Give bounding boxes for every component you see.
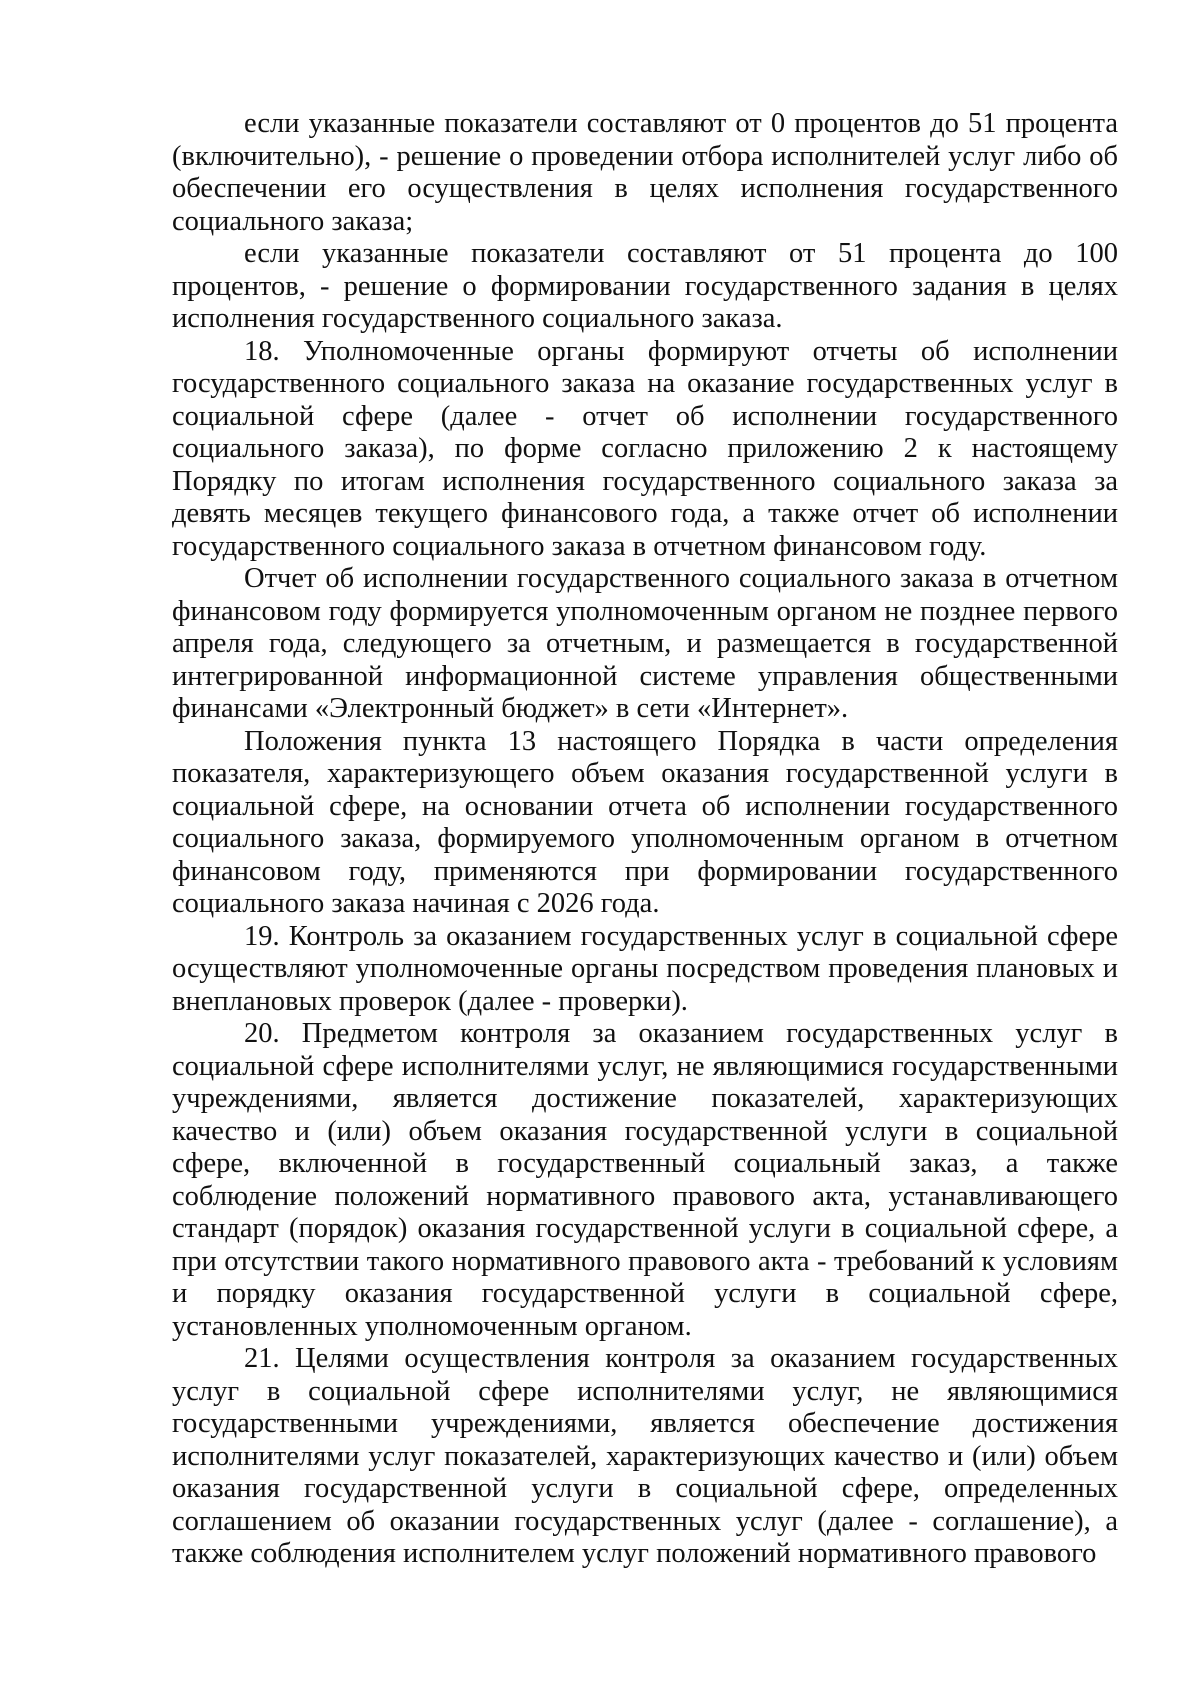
paragraph-report-annual: Отчет об исполнении государственного социального заказа в отчетном финансовом году формируется уполномоченным органом не позднее первого апреля года, следующего за отчетным, и размещается в государственной интегрированной информационной системе управления общественными финансами «Электронный бюджет» в сети «Интернет». (172, 563, 1118, 724)
paragraph-item-21: 21. Целями осуществления контроля за оказанием государственных услуг в социальной сфере исполнителями услуг, не являющимися государственными учреждениями, является обеспечение достижения исполнителями услуг показателей, характеризующих качество и (или) объем оказания государственной услуги в социальной сфере, определенных соглашением об оказании государственных услуг (далее - соглашение), а также соблюдения исполнителем услуг положений нормативного правового (172, 1343, 1118, 1569)
paragraph-item-20: 20. Предметом контроля за оказанием государственных услуг в социальной сфере исполнителями услуг, не являющимися государственными учреждениями, является достижение показателей, характеризующих качество и (или) объем оказания государственной услуги в социальной сфере, включенной в государственный социальный заказ, а также соблюдение положений нормативного правового акта, устанавливающего стандарт (порядок) оказания государственной услуги в социальной сфере, а при отсутствии такого нормативного правового акта - требований к условиям и порядку оказания государственной услуги в социальной сфере, установленных уполномоченным органом. (172, 1018, 1118, 1342)
paragraph-item-18: 18. Уполномоченные органы формируют отчеты об исполнении государственного социального заказа на оказание государственных услуг в социальной сфере (далее - отчет об исполнении государственного социального заказа), по форме согласно приложению 2 к настоящему Порядку по итогам исполнения государственного социального заказа за девять месяцев текущего финансового года, а также отчет об исполнении государственного социального заказа в отчетном финансовом году. (172, 335, 1118, 562)
paragraph-item-19: 19. Контроль за оказанием государственных услуг в социальной сфере осуществляют уполномоченные органы посредством проведения плановых и внеплановых проверок (далее - проверки). (172, 920, 1118, 1017)
paragraph-threshold-0-51: если указанные показатели составляют от 0 процентов до 51 процента (включительно), - решение о проведении отбора исполнителей услуг либо об обеспечении его осуществления в целях исполнения государственного социального заказа; (172, 108, 1118, 237)
document-page (172, 108, 1118, 1571)
paragraph-threshold-51-100: если указанные показатели составляют от 51 процента до 100 процентов, - решение о формировании государственного задания в целях исполнения государственного социального заказа. (172, 238, 1118, 334)
paragraph-item-13-provisions: Положения пункта 13 настоящего Порядка в части определения показателя, характеризующего объем оказания государственной услуги в социальной сфере, на основании отчета об исполнении государственного социального заказа, формируемого уполномоченным органом в отчетном финансовом году, применяются при формировании государственного социального заказа начиная с 2026 года. (172, 725, 1118, 919)
